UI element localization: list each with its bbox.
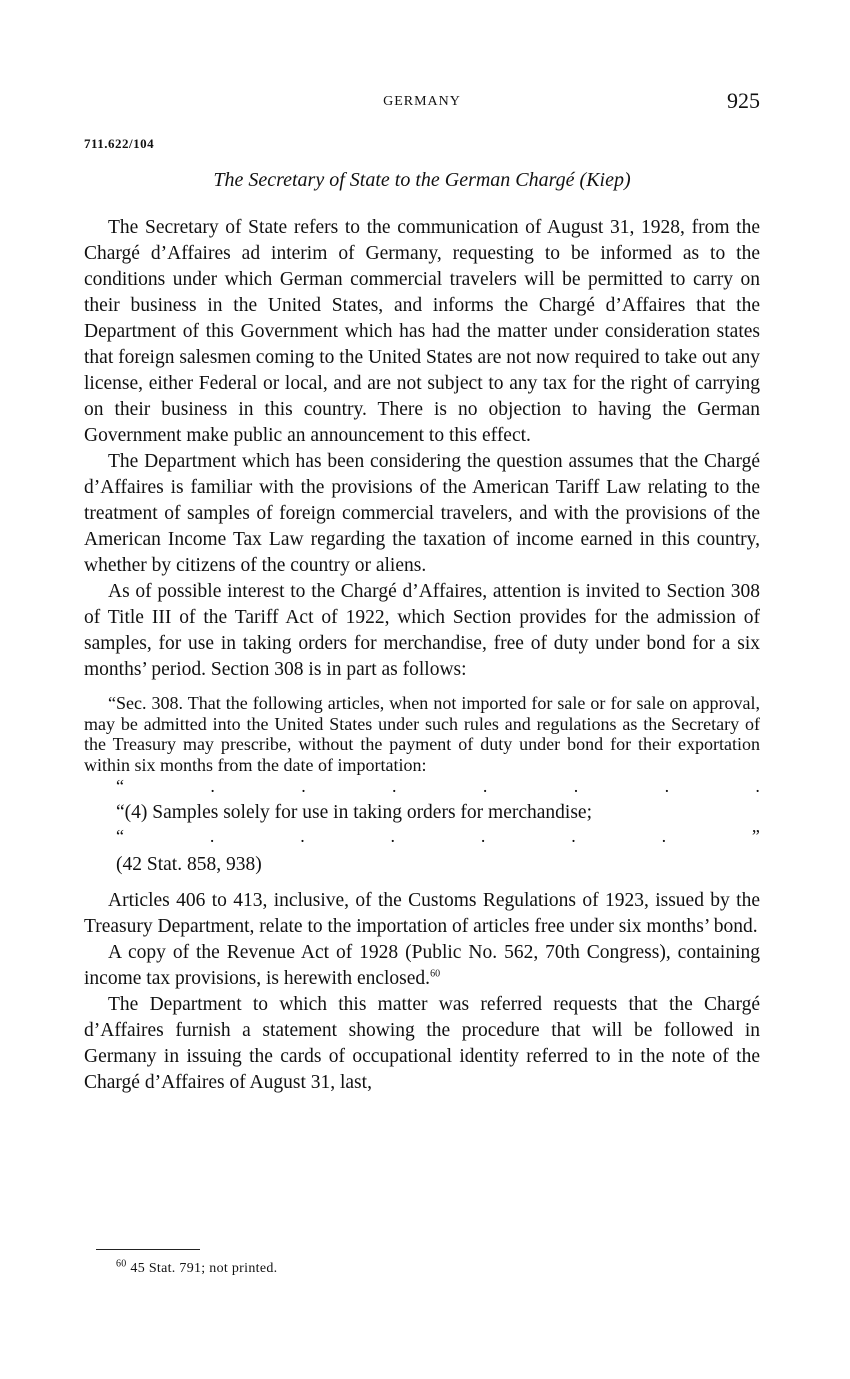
paragraph: As of possible interest to the Chargé d’Affaires, attention is invited to Section 308 of Title III of the Tariff Act of 1922, which Section provides for the admission of samples, for use in taking orders for merchandise, free of duty under bond for a six months’ period. Section 308 is in part as follows: bbox=[84, 581, 760, 680]
footnote-reference[interactable]: 60 bbox=[430, 968, 441, 979]
citation: (42 Stat. 858, 938) bbox=[116, 854, 262, 875]
page-header bbox=[84, 88, 760, 118]
footnote bbox=[116, 1258, 278, 1277]
ellipsis-row bbox=[84, 827, 760, 845]
paragraph: The Department to which this matter was referred requests that the Chargé d’Affaires furnish a statement showing the procedure that will be followed in Germany in issuing the cards of occupational identity referred to in the note of the Chargé d’Affaires of August 31, last, bbox=[84, 993, 760, 1093]
paragraph: The Secretary of State refers to the communication of August 31, 1928, from the Chargé d’Affaires ad interim of Germany, requesting to be informed as to the conditions under which German commercial travelers will be permitted to carry on their business in the United States, and informs the Chargé d’Affaires that the Department of this Government which has had the matter under consideration states that foreign salesmen coming to the United States are not now required to take out any license, either Federal or local, and are not subject to any tax for the right of carrying on their business in this country. There is no objection to having the German Government make public an announcement to this effect. bbox=[84, 217, 760, 446]
ellipsis-dot: . bbox=[210, 776, 215, 796]
ellipsis-dot: . bbox=[480, 826, 486, 846]
footnote-divider bbox=[96, 1249, 200, 1250]
file-number: 711.622/104 bbox=[84, 136, 155, 151]
paragraph-text: A copy of the Revenue Act of 1928 (Public No. 562, 70th Congress), containing income tax provisions, is herewith enclosed. bbox=[84, 941, 760, 989]
ellipsis-dot: . bbox=[300, 826, 305, 846]
block-quote bbox=[84, 693, 760, 876]
ellipsis-dot: . bbox=[573, 776, 579, 796]
open-quote-mark: “ bbox=[116, 826, 124, 846]
quote-item: “(4) Samples solely for use in taking orders for merchandise; bbox=[116, 802, 592, 823]
footnote-text: 45 Stat. 791; not printed. bbox=[130, 1261, 278, 1276]
quote-text: “Sec. 308. That the following articles, when not imported for sale or for sale on approval, may be admitted into the United States under such rules and regulations as the Secretary of the Treasury may prescribe, without the payment of duty under bond for their exportation within six months from the date of importation: bbox=[84, 693, 760, 775]
running-title: GERMANY bbox=[383, 94, 461, 109]
ellipsis-dot: . bbox=[664, 776, 670, 796]
paragraph: The Department which has been considering the question assumes that the Chargé d’Affaires is familiar with the provisions of the American Tariff Law relating to the treatment of samples of foreign commercial travelers, and with the provisions of the American Income Tax Law regarding the taxation of income earned in this country, whether by citizens of the country or aliens. bbox=[84, 451, 760, 576]
page-number: 925 bbox=[727, 88, 760, 113]
ellipsis-dot: . bbox=[661, 826, 667, 846]
ellipsis-dot: . bbox=[755, 776, 760, 796]
paragraph bbox=[84, 940, 760, 992]
paragraph: Articles 406 to 413, inclusive, of the Customs Regulations of 1923, issued by the Treasury Department, relate to the importation of articles free under six months’ bond. bbox=[84, 889, 760, 937]
ellipsis-dot: . bbox=[209, 826, 215, 846]
ellipsis-dot: . bbox=[392, 776, 397, 796]
open-quote-mark: “ bbox=[116, 776, 124, 796]
ellipsis-row bbox=[84, 777, 760, 795]
ellipsis-dot: . bbox=[571, 826, 576, 846]
footnote-marker: 60 bbox=[116, 1258, 127, 1270]
document-title: The Secretary of State to the German Chargé (Kiep) bbox=[213, 169, 631, 191]
document-body bbox=[84, 215, 760, 1096]
close-quote-mark: ” bbox=[751, 826, 760, 846]
ellipsis-dot: . bbox=[482, 776, 488, 796]
ellipsis-dot: . bbox=[301, 776, 306, 796]
ellipsis-dot: . bbox=[390, 826, 396, 846]
